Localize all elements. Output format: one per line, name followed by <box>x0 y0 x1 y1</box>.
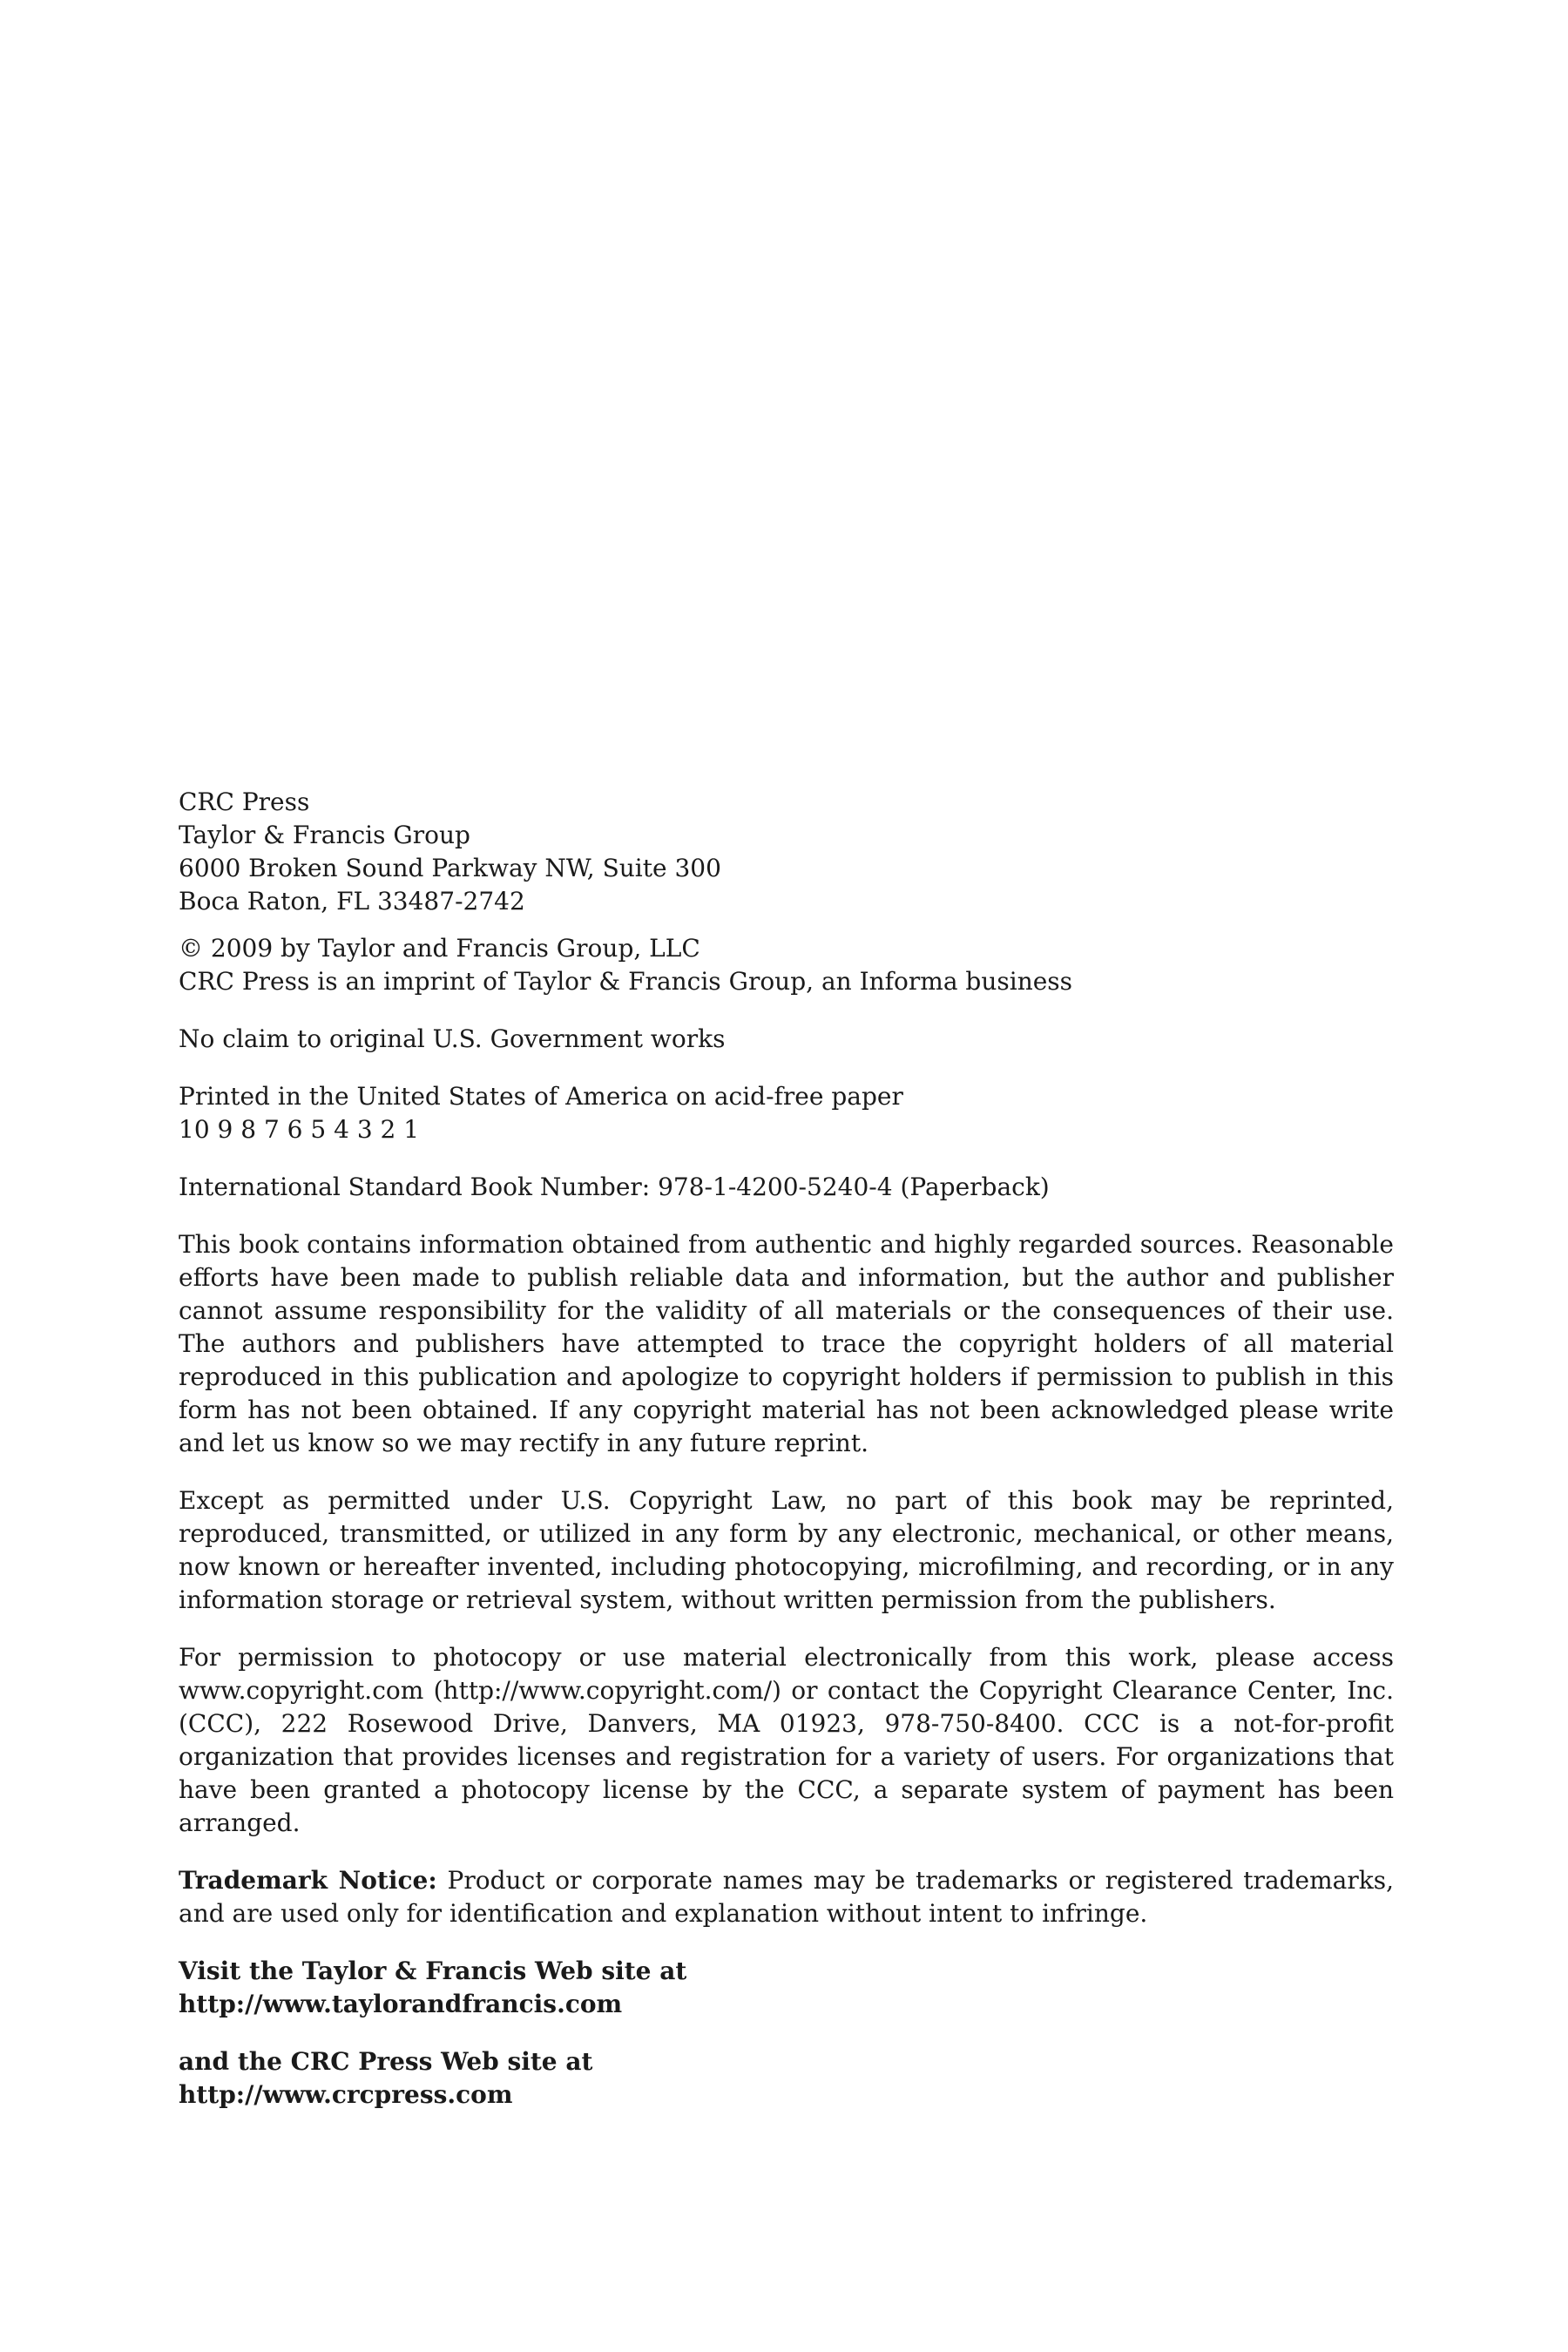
trademark-notice-label: Trademark Notice: <box>179 1866 437 1895</box>
permission-paragraph: For permission to photocopy or use material electronically from this work, please access www.copyright.com (http://www.copyright.com/) or contact the Copyright Clearance Center, Inc. (CCC), 222 Rosewood Drive, Danvers, MA 01923, 978-750-8400. CCC is a not-for-profit organization that provides licenses and registration for a variety of users. For organizations that have been granted a photocopy license by the CCC, a separate system of payment has been arranged. <box>179 1643 1394 1837</box>
spacer <box>179 1056 1394 1080</box>
imprint-statement: CRC Press is an imprint of Taylor & Francis Group, an Informa business <box>179 967 1073 996</box>
spacer <box>179 918 1394 932</box>
spacer <box>179 1146 1394 1171</box>
spacer <box>179 1460 1394 1484</box>
printing-number-line: 10 9 8 7 6 5 4 3 2 1 <box>179 1115 420 1144</box>
copyright-page <box>179 786 1394 2112</box>
spacer <box>179 1930 1394 1955</box>
publisher-address-line2: Boca Raton, FL 33487-2742 <box>179 887 525 916</box>
publisher-name: CRC Press <box>179 787 310 816</box>
spacer <box>179 1204 1394 1228</box>
government-works-notice: No claim to original U.S. Government works <box>179 1024 726 1053</box>
tf-website-label: Visit the Taylor & Francis Web site at <box>179 1957 687 1985</box>
spacer <box>179 998 1394 1023</box>
publisher-address-line1: 6000 Broken Sound Parkway NW, Suite 300 <box>179 854 721 882</box>
printing-location: Printed in the United States of America on acid-free paper <box>179 1082 903 1111</box>
trademark-notice-text: Product or corporate names may be trademarks or registered trademarks, and are used only for identification and explanation without intent to infringe. <box>179 1866 1394 1928</box>
isbn-line: International Standard Book Number: 978-1-4200-5240-4 (Paperback) <box>179 1173 1050 1201</box>
crc-website-url[interactable]: http://www.crcpress.com <box>179 2080 513 2109</box>
publisher-group: Taylor & Francis Group <box>179 821 470 849</box>
copyright-law-paragraph: Except as permitted under U.S. Copyright Law, no part of this book may be reprinted, reproduced, transmitted, or utilized in any form by any electronic, mechanical, or other means, now known or hereafter invented, including photocopying, microfilming, and recording, or in any information storage or retrieval system, without written permission from the publishers. <box>179 1486 1394 1614</box>
disclaimer-paragraph: This book contains information obtained from authentic and highly regarded sources. Reasonable efforts have been made to publish reliable data and information, but the author and publisher cannot assume responsibility for the validity of all materials or the consequences of their use. The authors and publishers have attempted to trace the copyright holders of all material reproduced in this publication and apologize to copyright holders if permission to publish in this form has not been obtained. If any copyright material has not been acknowledged please write and let us know so we may rectify in any future reprint. <box>179 1230 1394 1457</box>
spacer <box>179 2021 1394 2045</box>
spacer <box>179 1840 1394 1864</box>
tf-website-url[interactable]: http://www.taylorandfrancis.com <box>179 1990 623 2018</box>
trademark-notice-paragraph <box>179 1864 1394 1930</box>
copyright-notice: © 2009 by Taylor and Francis Group, LLC <box>179 934 700 963</box>
crc-website-label: and the CRC Press Web site at <box>179 2047 593 2076</box>
spacer <box>179 1617 1394 1641</box>
